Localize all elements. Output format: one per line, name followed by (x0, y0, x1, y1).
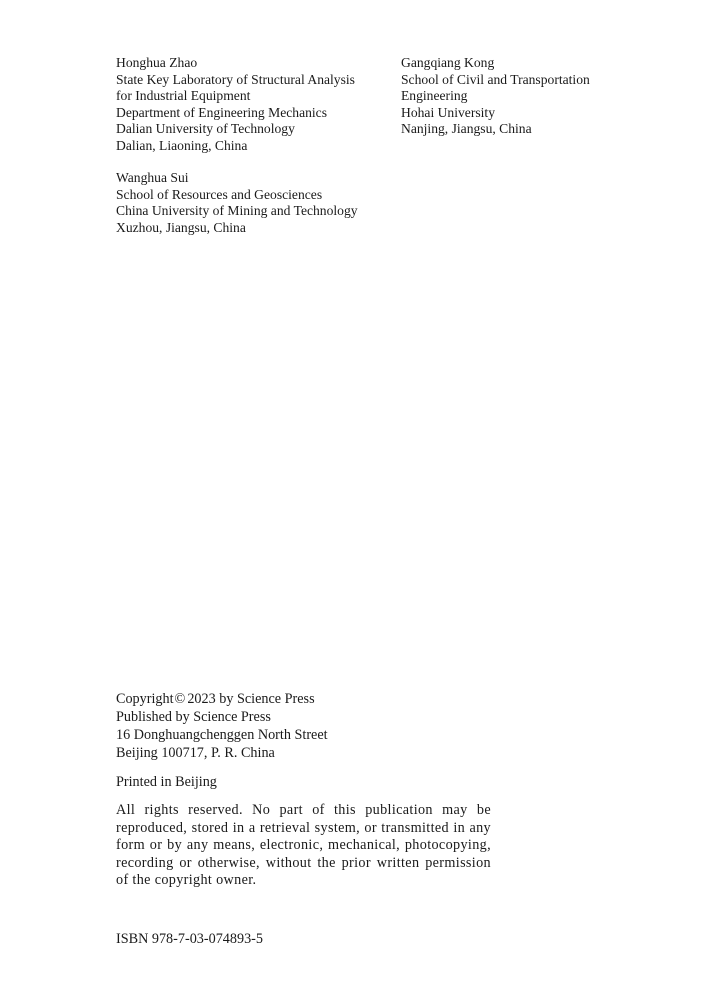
publisher-line: Published by Science Press (116, 709, 271, 725)
rights-notice: All rights reserved. No part of this publication may be reproduced, stored in a retrieval system, or transmitted in any form or by any means, electronic, mechanical, photocopying, recording or otherwise, without the prior written permission of the copyright owner. (116, 802, 491, 889)
copyright-block (116, 690, 491, 762)
printed-location: Printed in Beijing (116, 774, 217, 790)
affiliation-line: State Key Laboratory of Structural Analysis (116, 71, 355, 87)
affiliation-line: Xuzhou, Jiangsu, China (116, 219, 246, 235)
copyright-year-holder: 2023 by Science Press (187, 691, 315, 707)
copyright-prefix: Copyright (116, 691, 174, 707)
affiliation-line: School of Resources and Geosciences (116, 186, 323, 202)
author-name: Honghua Zhao (116, 55, 198, 70)
author-name: Gangqiang Kong (401, 55, 495, 70)
affiliation-line: Hohai University (401, 104, 496, 120)
affiliation-line: for Industrial Equipment (116, 88, 251, 104)
author-block-kong (401, 55, 701, 138)
author-block-zhao (116, 55, 391, 155)
affiliation-line: China University of Mining and Technology (116, 203, 358, 219)
affiliation-line: Dalian, Liaoning, China (116, 137, 248, 153)
author-name: Wanghua Sui (116, 170, 189, 185)
affiliation-line: Dalian University of Technology (116, 121, 295, 137)
affiliation-line: Nanjing, Jiangsu, China (401, 121, 532, 137)
publisher-street: 16 Donghuangchenggen North Street (116, 727, 328, 743)
affiliation-line: Engineering (401, 88, 468, 104)
affiliation-line: Department of Engineering Mechanics (116, 104, 328, 120)
isbn: ISBN 978-7-03-074893-5 (116, 931, 263, 947)
affiliation-line: School of Civil and Transportation (401, 71, 590, 87)
publisher-city: Beijing 100717, P. R. China (116, 745, 275, 761)
copyright-symbol: © (174, 691, 186, 707)
copyright-line (116, 690, 491, 708)
author-block-sui (116, 170, 416, 236)
